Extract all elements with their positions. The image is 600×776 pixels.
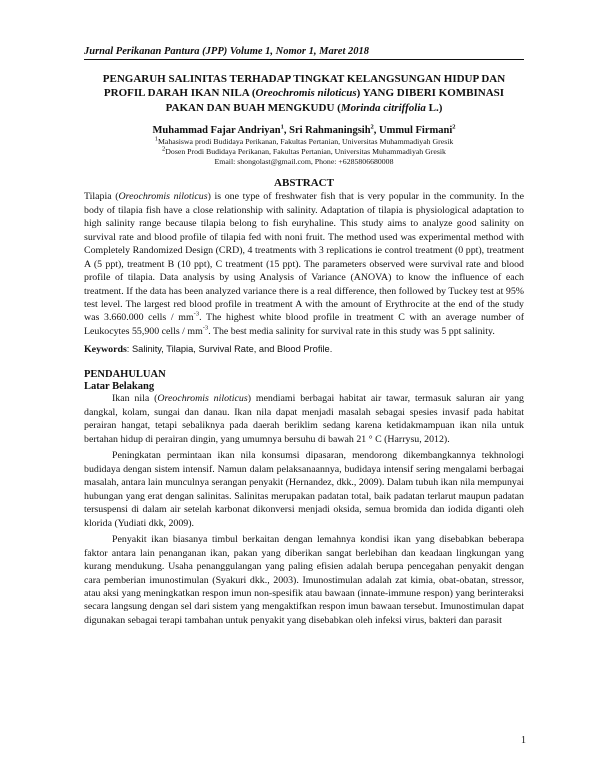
abstract-heading: ABSTRACT	[274, 177, 334, 190]
abstract-t3: . The highest white blood profile in treatment C with an average number of Leukocytes 55,900 cells / mm	[84, 312, 524, 337]
affiliation-2	[84, 147, 524, 157]
title-part1: PENGARUH SALINITAS TERHADAP TINGKAT KELANGSUNGAN HIDUP DAN PROFIL DARAH IKAN NILA (	[102, 73, 506, 100]
affiliation-1-sup: 1	[154, 135, 158, 143]
subsection-heading: Latar Belakang	[84, 381, 155, 393]
author-3: Ummul Firmani	[379, 124, 453, 136]
abstract-t2: ) is one type of freshwater fish that is very popular in the community. In the body of tilapia fish have a close relationship with salinity. Adaptation of tilapia is physiological adaptation to high salinity range because tilapia belong to fish euryhaline. This study aims to analyze good salinity on survival rate and blood profile of tilapia fed with noni fruit. The method used was experimental method with Completely Randomized Design (CRD), 4 treatments with 3 replications ie control treatment (0 ppt), treatment A (5 ppt), treatment B (10 ppt), C treatment (15 ppt). The parameters observed were survival rate and blood profile of tilapia. Data analysis by using Analysis of Variance (ANOVA) to know the influence of each treatment. If the data has been analyzed variance there is a real difference, then followed by Tuckey test at 95% test level. The largest red blood profile in treatment A with the amount of Erythrocite at the end of the study was 3.660.000 cells / mm	[84, 191, 524, 324]
affiliation-1	[84, 137, 524, 147]
author-2: Sri Rahmaningsih	[289, 124, 371, 136]
author-3-sup: 2	[452, 123, 456, 131]
paragraph-3: Penyakit ikan biasanya timbul berkaitan dengan lemahnya kondisi ikan yang disebabkan beberapa faktor antara lain penanganan ikan, pakan yang diberikan sangat berlebihan dan keadaan lingkungan yang kurang mendukung. Usaha penanggulangan yang paling efisien adalah berupa pencegahan penyakit dengan cara pemberian imunostimulan (Syakuri dkk., 2003). Imunostimulan adalah zat kimia, obat-obatan, stressor, atau aksi yang meningkatkan respon imun non-spesifik atau bawaan (innate-immune respon) yang berinteraksi secara langsung dengan sel dari sistem yang mengaktifkan respon imun bawaan tersebut. Imunostimulan dapat digunakan sebagai terapi tambahan untuk penyakit yang disebabkan oleh infeksi virus, bakteri dan parasit	[84, 534, 524, 626]
author-sep-2: ,	[373, 124, 380, 136]
author-list	[84, 125, 524, 136]
keywords-label: Keywords	[84, 344, 127, 356]
author-1-sup: 1	[280, 123, 284, 131]
affiliation-1-text: Mahasiswa prodi Budidaya Perikanan, Fakultas Pertanian, Universitas Muhammadiyah Gresik	[157, 136, 454, 146]
p1-t2: ) mendiami berbagai habitat air tawar, termasuk saluran air yang dangkal, kolam, sungai dan danau. Ikan nila dapat menjadi masalah sebagai spesies invasif pada habitat perairan hangat, tetapi sebaliknya pada daerah beriklim sedang karena ketidakmampuan ikan nila untuk bertahan hidup di perairan dingin, yang umumnya bersuhu di bawah 21 ° C (Harrysu, 2012).	[84, 393, 524, 445]
abstract-sup-1: -3	[193, 311, 200, 319]
author-2-sup: 2	[370, 123, 374, 131]
abstract-species: Oreochromis niloticus	[118, 191, 208, 203]
abstract-sup-2: -3	[202, 324, 209, 332]
keywords	[84, 344, 524, 355]
abstract-t4: . The best media salinity for survival rate in this study was 5 ppt salinity.	[208, 325, 495, 337]
p1-t1: Ikan nila (	[112, 393, 158, 405]
affiliation-2-text: Dosen Prodi Budidaya Perikanan, Fakultas Pertanian, Universitas Muhammadiyah Gresik	[165, 147, 446, 157]
paragraph-1	[84, 392, 524, 446]
title-species: Oreochromis niloticus	[255, 87, 357, 100]
abstract-text	[84, 190, 524, 338]
paper-title	[88, 72, 520, 115]
section-heading: PENDAHULUAN	[84, 369, 166, 381]
p1-species: Oreochromis niloticus	[157, 393, 248, 405]
title-part3: L.)	[425, 101, 443, 114]
abstract-t1: Tilapia (	[84, 191, 119, 203]
affiliation-2-sup: 2	[162, 145, 166, 153]
paragraph-2: Peningkatan permintaan ikan nila konsumsi dipasaran, mendorong dikembangkannya tekhnologi budidaya dengan sistem intensif. Namun dalam pelaksanaannya, budidaya intensif sering mengalami berbagai masalah, antara lain munculnya serangan penyakit (Hernandez, dkk., 2009). Dalam tubuh ikan nila mempunyai hubungan yang erat dengan salinitas. Salinitas merupakan padatan total, baik padatan terlarut maupun padatan tersuspensi di dalam air setelah karbonat dikonversi menjadi oksida, semua bromida dan iodida diganti oleh klorida (Yudiati dkk, 2009).	[84, 450, 524, 529]
page-number: 1	[521, 735, 526, 746]
contact-email: Email: shongolast@gmail.com, Phone: +6285806680008	[214, 157, 394, 167]
keywords-text: : Salinity, Tilapia, Survival Rate, and Blood Profile.	[126, 344, 333, 355]
author-sep-1: ,	[283, 124, 290, 136]
journal-header: Jurnal Perikanan Pantura (JPP) Volume 1, Nomor 1, Maret 2018	[84, 46, 524, 60]
author-1: Muhammad Fajar Andriyan	[152, 124, 281, 136]
title-plant: Morinda citriffolia	[340, 101, 426, 114]
title-part2: ) YANG DIBERI KOMBINASI PAKAN DAN BUAH MENGKUDU (	[165, 87, 505, 114]
